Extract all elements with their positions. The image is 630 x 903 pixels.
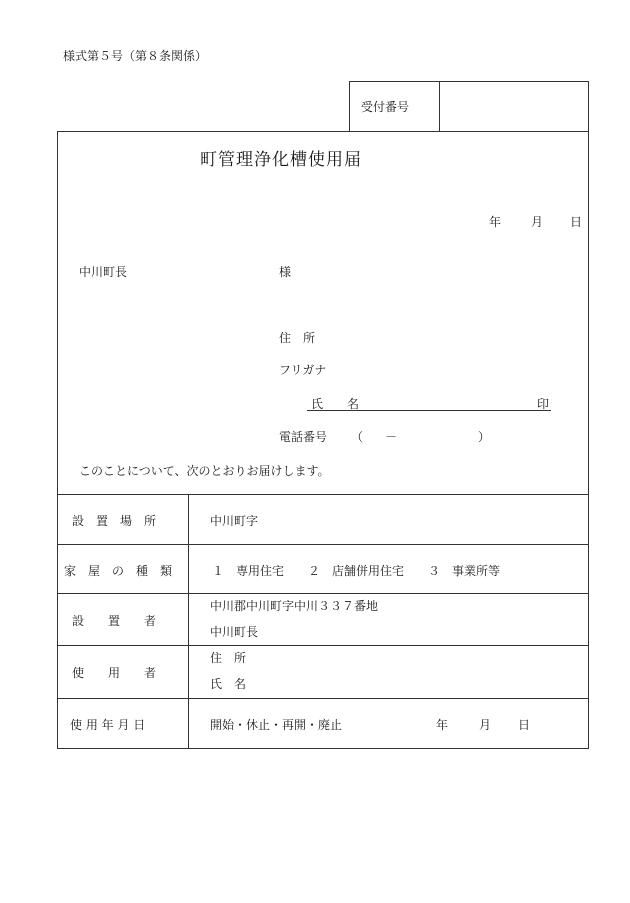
row-value-installer-address: 中川郡中川町字中川３３７番地 [210, 599, 379, 613]
row-value-house-type[interactable]: １ 専用住宅 ２ 店舗併用住宅 ３ 事業所等 [212, 564, 501, 578]
usage-date-day: 日 [518, 718, 531, 732]
date-day: 日 [570, 215, 583, 229]
usage-date-year: 年 [436, 718, 449, 732]
row-value-user-name-label[interactable]: 氏 名 [210, 677, 247, 691]
phone-dash: － [385, 430, 398, 444]
form-number: 様式第５号（第８条関係） [63, 49, 208, 63]
phone-open-paren: （ [351, 430, 364, 444]
row-label-installer: 設 置 者 [72, 614, 157, 628]
addressee-honorific: 様 [279, 265, 292, 279]
date-year: 年 [489, 215, 502, 229]
table-row-divider [57, 698, 589, 699]
statement: このことについて、次のとおりお届けします。 [79, 464, 330, 478]
row-value-installer-name: 中川町長 [210, 625, 259, 639]
table-row-divider [57, 645, 589, 646]
table-row-divider [57, 593, 589, 594]
row-value-usage-status[interactable]: 開始・休止・再開・廃止 [210, 718, 343, 732]
applicant-address-label: 住 所 [279, 331, 316, 345]
seal-mark: 印 [537, 397, 550, 411]
phone-label: 電話番号 [279, 430, 328, 444]
addressee-name: 中川町長 [79, 265, 128, 279]
applicant-name-label: 氏 名 [311, 397, 360, 411]
name-underline [307, 410, 551, 411]
usage-date-month: 月 [479, 718, 492, 732]
applicant-furigana-label: フリガナ [279, 363, 327, 377]
date-month: 月 [531, 215, 544, 229]
form-title: 町管理浄化槽使用届 [200, 150, 362, 170]
phone-close-paren: ） [478, 430, 491, 444]
table-row-divider [57, 544, 589, 545]
table-column-divider [188, 494, 189, 749]
row-label-location: 設 置 場 所 [72, 514, 157, 528]
reception-divider [439, 81, 440, 132]
row-value-user-address-label[interactable]: 住 所 [210, 651, 247, 665]
row-label-usage-date: 使 用 年 月 日 [70, 718, 146, 732]
row-value-location[interactable]: 中川町字 [210, 514, 259, 528]
reception-label: 受付番号 [361, 100, 410, 114]
row-label-house-type: 家 屋 の 種 類 [64, 564, 173, 578]
row-label-user: 使 用 者 [72, 666, 157, 680]
